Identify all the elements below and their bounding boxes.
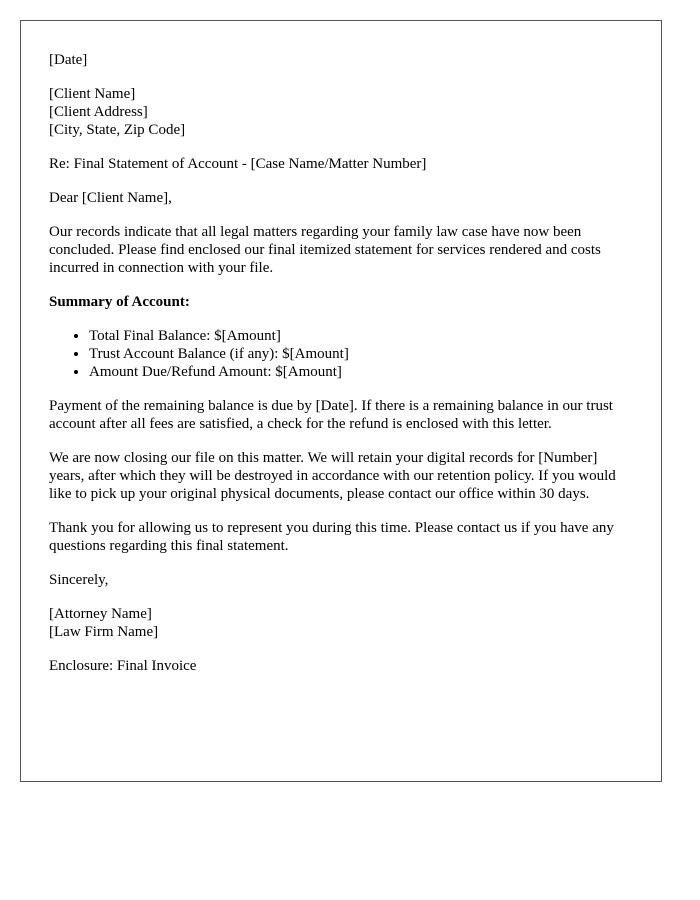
recipient-block xyxy=(49,85,633,139)
letter-page xyxy=(20,20,662,782)
signoff: Sincerely, xyxy=(49,572,109,588)
client-address: [Client Address] xyxy=(49,104,148,120)
thanks-paragraph: Thank you for allowing us to represent you during this time. Please contact us if you have any questions regarding this final statement. xyxy=(49,520,614,554)
summary-list xyxy=(49,327,633,381)
summary-item-amount-due: • Amount Due/Refund Amount: $[Amount] xyxy=(89,363,633,381)
client-city-state-zip: [City, State, Zip Code] xyxy=(49,122,186,138)
attorney-name: [Attorney Name] xyxy=(49,606,152,622)
intro-paragraph: Our records indicate that all legal matters regarding your family law case have now been concluded. Please find enclosed our final itemized statement for services rendered and costs incurred in connection with your file. xyxy=(49,224,601,276)
summary-heading: Summary of Account: xyxy=(49,294,190,310)
summary-item-total-balance: • Total Final Balance: $[Amount] xyxy=(89,327,633,345)
client-name: [Client Name] xyxy=(49,86,136,102)
signature-block xyxy=(49,605,633,641)
law-firm-name: [Law Firm Name] xyxy=(49,624,159,640)
subject-line: Re: Final Statement of Account - [Case Name/Matter Number] xyxy=(49,156,427,172)
summary-item-trust-balance: • Trust Account Balance (if any): $[Amount] xyxy=(89,345,633,363)
salutation: Dear [Client Name], xyxy=(49,190,172,206)
closing-file-paragraph: We are now closing our file on this matter. We will retain your digital records for [Number] years, after which they will be destroyed in accordance with our retention policy. If you would like to pick up your original physical documents, please contact our office within 30 days. xyxy=(49,450,616,502)
payment-paragraph: Payment of the remaining balance is due by [Date]. If there is a remaining balance in our trust account after all fees are satisfied, a check for the refund is enclosed with this letter. xyxy=(49,398,613,432)
letter-date: [Date] xyxy=(49,52,88,68)
enclosure-line: Enclosure: Final Invoice xyxy=(49,658,197,674)
